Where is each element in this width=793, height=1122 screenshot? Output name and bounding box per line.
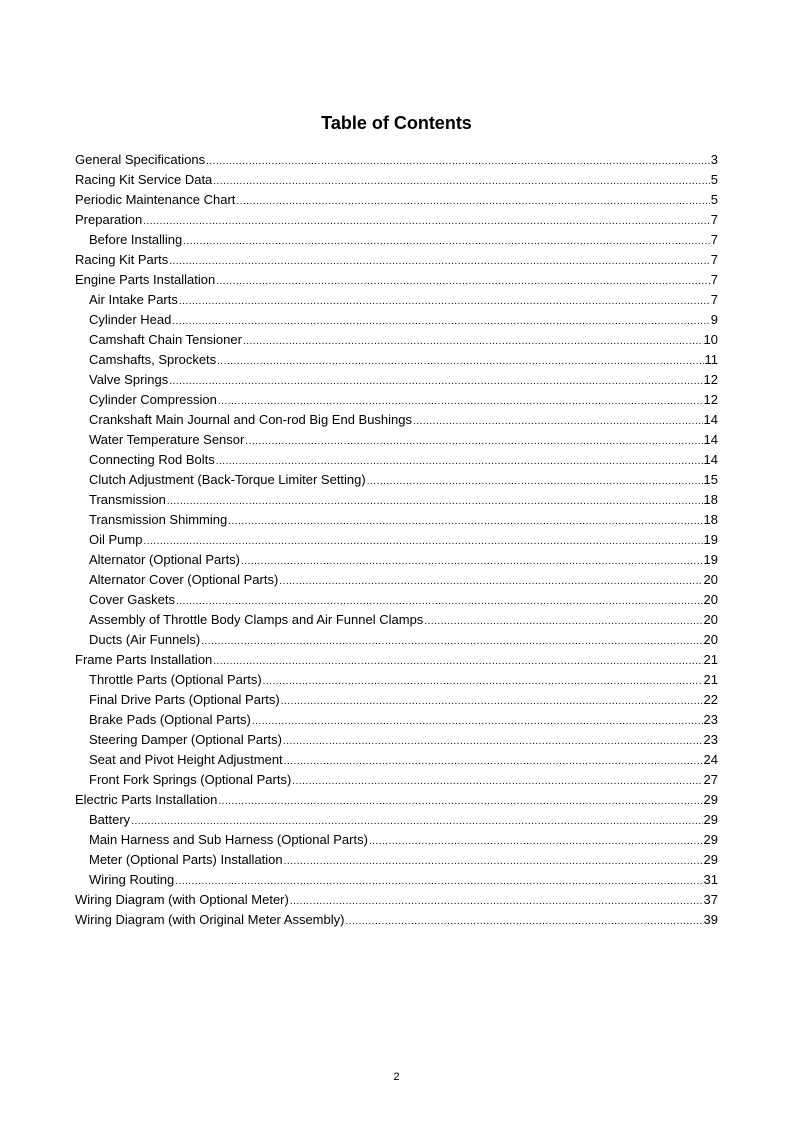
toc-entry-label: Throttle Parts (Optional Parts): [89, 672, 262, 687]
toc-entry[interactable]: [75, 890, 718, 910]
toc-dot-leader: [176, 592, 703, 612]
toc-entry-page: 20: [703, 632, 718, 647]
toc-entry[interactable]: [75, 330, 718, 350]
toc-dot-leader: [172, 312, 709, 332]
toc-dot-leader: [179, 292, 710, 312]
toc-entry-label: Air Intake Parts: [89, 292, 178, 307]
toc-entry-page: 7: [710, 212, 718, 227]
toc-entry-page: 18: [703, 492, 718, 507]
toc-entry-page: 29: [703, 812, 718, 827]
toc-entry[interactable]: [75, 410, 718, 430]
toc-dot-leader: [169, 372, 702, 392]
toc-dot-leader: [169, 252, 710, 272]
toc-entry-label: Assembly of Throttle Body Clamps and Air Funnel Clamps: [89, 612, 424, 627]
toc-entry-label: Alternator (Optional Parts): [89, 552, 241, 567]
toc-entry[interactable]: [75, 530, 718, 550]
toc-dot-leader: [279, 572, 702, 592]
toc-entry-label: Water Temperature Sensor: [89, 432, 245, 447]
toc-entry-page: 31: [703, 872, 718, 887]
toc-entry-page: 12: [703, 372, 718, 387]
toc-entry[interactable]: [75, 810, 718, 830]
toc-entry-label: Transmission Shimming: [89, 512, 228, 527]
toc-dot-leader: [216, 452, 703, 472]
toc-entry[interactable]: [75, 710, 718, 730]
toc-entry-page: 7: [710, 292, 718, 307]
toc-dot-leader: [283, 732, 703, 752]
toc-entry[interactable]: [75, 310, 718, 330]
toc-entry[interactable]: [75, 270, 718, 290]
toc-entry-page: 23: [703, 732, 718, 747]
toc-entry-label: Wiring Diagram (with Optional Meter): [75, 892, 289, 907]
toc-entry[interactable]: [75, 290, 718, 310]
toc-entry[interactable]: [75, 430, 718, 450]
toc-entry[interactable]: [75, 790, 718, 810]
toc-entry-page: 14: [703, 412, 718, 427]
toc-dot-leader: [252, 712, 703, 732]
toc-entry-page: 11: [704, 352, 718, 367]
toc-entry[interactable]: [75, 190, 718, 210]
page-title: Table of Contents: [321, 113, 472, 134]
toc-entry-label: Racing Kit Service Data: [75, 172, 213, 187]
toc-entry-label: Battery: [89, 812, 131, 827]
toc-entry[interactable]: [75, 910, 718, 930]
toc-dot-leader: [228, 512, 702, 532]
toc-entry[interactable]: [75, 670, 718, 690]
toc-dot-leader: [281, 692, 703, 712]
toc-entry-page: 7: [710, 232, 718, 247]
toc-dot-leader: [183, 232, 710, 252]
toc-entry-label: Valve Springs: [89, 372, 169, 387]
toc-entry-label: Camshaft Chain Tensioner: [89, 332, 242, 347]
toc-entry-label: Meter (Optional Parts) Installation: [89, 852, 283, 867]
toc-entry-page: 3: [710, 152, 718, 167]
toc-entry[interactable]: [75, 570, 718, 590]
toc-entry-label: Frame Parts Installation: [75, 652, 213, 667]
toc-entry-label: Alternator Cover (Optional Parts): [89, 572, 279, 587]
toc-entry-page: 20: [703, 612, 718, 627]
toc-entry-page: 12: [703, 392, 718, 407]
toc-entry-label: Transmission: [89, 492, 166, 507]
table-of-contents: [75, 150, 718, 930]
toc-entry-label: Engine Parts Installation: [75, 272, 216, 287]
toc-entry-label: Final Drive Parts (Optional Parts): [89, 692, 280, 707]
toc-entry[interactable]: [75, 550, 718, 570]
toc-entry[interactable]: [75, 150, 718, 170]
toc-entry-page: 22: [703, 692, 718, 707]
toc-entry-label: Front Fork Springs (Optional Parts): [89, 772, 292, 787]
toc-entry-page: 29: [703, 832, 718, 847]
toc-entry-label: Wiring Routing: [89, 872, 175, 887]
toc-entry-label: Cylinder Compression: [89, 392, 217, 407]
toc-entry[interactable]: [75, 250, 718, 270]
toc-entry[interactable]: [75, 770, 718, 790]
toc-dot-leader: [167, 492, 703, 512]
toc-entry-page: 7: [710, 272, 718, 287]
toc-entry-label: Main Harness and Sub Harness (Optional Parts): [89, 832, 368, 847]
toc-entry[interactable]: [75, 650, 718, 670]
toc-entry[interactable]: [75, 170, 718, 190]
toc-entry-page: 9: [710, 312, 718, 327]
toc-entry[interactable]: [75, 510, 718, 530]
toc-entry-page: 18: [703, 512, 718, 527]
toc-dot-leader: [413, 412, 703, 432]
toc-dot-leader: [241, 552, 703, 572]
toc-dot-leader: [243, 332, 703, 352]
toc-entry[interactable]: [75, 470, 718, 490]
toc-entry[interactable]: [75, 690, 718, 710]
toc-entry[interactable]: [75, 630, 718, 650]
toc-dot-leader: [206, 152, 710, 172]
toc-entry[interactable]: [75, 350, 718, 370]
toc-dot-leader: [143, 532, 702, 552]
toc-entry-page: 24: [703, 752, 718, 767]
toc-entry-label: Camshafts, Sprockets: [89, 352, 217, 367]
toc-dot-leader: [143, 212, 710, 232]
toc-entry-page: 20: [703, 592, 718, 607]
toc-entry-label: Wiring Diagram (with Original Meter Assembly): [75, 912, 345, 927]
toc-dot-leader: [236, 192, 709, 212]
toc-dot-leader: [216, 272, 710, 292]
toc-dot-leader: [292, 772, 702, 792]
toc-entry-page: 37: [703, 892, 718, 907]
toc-entry-page: 15: [703, 472, 718, 487]
toc-entry-label: Cover Gaskets: [89, 592, 175, 607]
toc-entry-page: 29: [703, 852, 718, 867]
toc-entry-label: Crankshaft Main Journal and Con-rod Big End Bushings: [89, 412, 413, 427]
toc-dot-leader: [263, 672, 703, 692]
toc-dot-leader: [290, 892, 703, 912]
toc-entry-label: Cylinder Head: [89, 312, 172, 327]
toc-entry-label: Electric Parts Installation: [75, 792, 218, 807]
toc-dot-leader: [369, 832, 703, 852]
toc-entry-page: 27: [703, 772, 718, 787]
toc-dot-leader: [213, 652, 702, 672]
toc-entry-label: General Specifications: [75, 152, 206, 167]
toc-entry-label: Periodic Maintenance Chart: [75, 192, 236, 207]
toc-entry-page: 5: [710, 172, 718, 187]
toc-dot-leader: [218, 792, 702, 812]
toc-dot-leader: [218, 392, 703, 412]
toc-entry[interactable]: [75, 210, 718, 230]
toc-entry-label: Steering Damper (Optional Parts): [89, 732, 282, 747]
toc-entry-page: 7: [710, 252, 718, 267]
toc-entry-page: 21: [703, 652, 718, 667]
page-number: 2: [393, 1071, 400, 1083]
toc-entry[interactable]: [75, 870, 718, 890]
toc-dot-leader: [131, 812, 702, 832]
toc-dot-leader: [345, 912, 702, 932]
toc-entry-label: Ducts (Air Funnels): [89, 632, 201, 647]
toc-entry[interactable]: [75, 370, 718, 390]
toc-dot-leader: [284, 852, 703, 872]
toc-entry-label: Oil Pump: [89, 532, 143, 547]
toc-entry-page: 21: [703, 672, 718, 687]
toc-dot-leader: [175, 872, 702, 892]
toc-entry[interactable]: [75, 450, 718, 470]
toc-entry[interactable]: [75, 230, 718, 250]
toc-entry-page: 10: [703, 332, 718, 347]
toc-entry-page: 39: [703, 912, 718, 927]
toc-entry-label: Clutch Adjustment (Back-Torque Limiter Setting): [89, 472, 366, 487]
toc-entry[interactable]: [75, 590, 718, 610]
toc-entry[interactable]: [75, 730, 718, 750]
toc-dot-leader: [245, 432, 702, 452]
toc-entry-label: Seat and Pivot Height Adjustment: [89, 752, 283, 767]
toc-entry-page: 29: [703, 792, 718, 807]
toc-entry-label: Before Installing: [89, 232, 183, 247]
toc-dot-leader: [367, 472, 703, 492]
toc-entry-page: 5: [710, 192, 718, 207]
toc-dot-leader: [201, 632, 702, 652]
toc-dot-leader: [284, 752, 703, 772]
toc-entry-page: 19: [703, 552, 718, 567]
toc-entry-page: 20: [703, 572, 718, 587]
toc-entry-label: Preparation: [75, 212, 143, 227]
toc-entry[interactable]: [75, 830, 718, 850]
toc-entry[interactable]: [75, 850, 718, 870]
toc-dot-leader: [217, 352, 703, 372]
toc-entry-label: Brake Pads (Optional Parts): [89, 712, 251, 727]
toc-entry-page: 23: [703, 712, 718, 727]
toc-dot-leader: [213, 172, 709, 192]
toc-entry-page: 14: [703, 452, 718, 467]
toc-entry[interactable]: [75, 610, 718, 630]
toc-entry-label: Connecting Rod Bolts: [89, 452, 215, 467]
toc-entry-label: Racing Kit Parts: [75, 252, 169, 267]
toc-entry[interactable]: [75, 490, 718, 510]
toc-entry-page: 19: [703, 532, 718, 547]
toc-entry[interactable]: [75, 390, 718, 410]
toc-entry[interactable]: [75, 750, 718, 770]
toc-entry-page: 14: [703, 432, 718, 447]
toc-dot-leader: [424, 612, 702, 632]
